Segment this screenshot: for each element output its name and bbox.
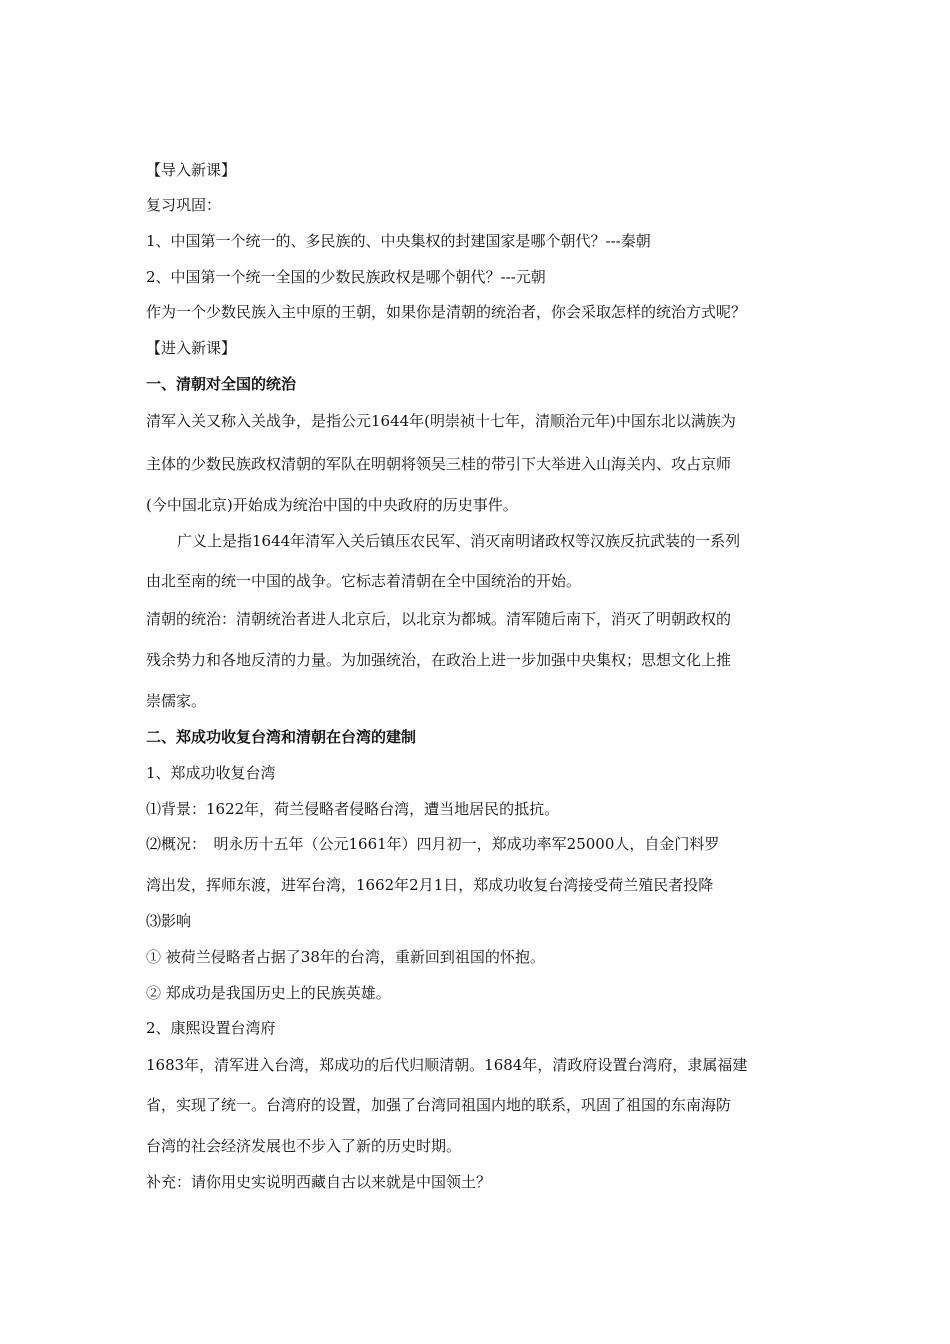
section-heading-intro: 【导入新课】 (146, 161, 237, 179)
supplement-question: 补充：请你用史实说明西藏自古以来就是中国领土？ (146, 1173, 492, 1191)
paragraph-line: 清朝的统治：清朝统治者进人北京后，以北京为都城。清军随后南下，消灭了明朝政权的 (146, 610, 732, 628)
impact-point-1: ① 被荷兰侵略者占据了38年的台湾，重新回到祖国的怀抱。 (146, 948, 545, 966)
subheading-taiwan-prefecture: 2、康熙设置台湾府 (146, 1019, 276, 1037)
list-item-overview: ⑵概况： 明永历十五年（公元1661年）四月初一，郑成功率军25000人，自金门料罗 (146, 835, 720, 853)
impact-point-2: ② 郑成功是我国历史上的民族英雄。 (146, 984, 391, 1002)
paragraph-line: 1683年，清军进入台湾，郑成功的后代归顺清朝。1684年，清政府设置台湾府，隶属福建 (146, 1056, 748, 1074)
paragraph-line: 广义上是指1644年清军入关后镇压农民军、消灭南明诸政权等汉族反抗武装的一系列 (177, 532, 741, 550)
list-item-impact: ⑶影响 (146, 912, 192, 930)
paragraph-line: 台湾的社会经济发展也不步入了新的历史时期。 (146, 1137, 462, 1155)
paragraph-line: 清军入关又称入关战争，是指公元1644年(明崇祯十七年，清顺治元年)中国东北以满族为 (146, 412, 736, 430)
paragraph-line: 省，实现了统一。台湾府的设置，加强了台湾同祖国内地的联系，巩固了祖国的东南海防 (146, 1096, 732, 1114)
paragraph-line: 由北至南的统一中国的战争。它标志着清朝在全中国统治的开始。 (146, 572, 582, 590)
review-question-1: 1、中国第一个统一的、多民族的、中央集权的封建国家是哪个朝代？---秦朝 (146, 232, 651, 250)
list-item-background: ⑴背景：1622年，荷兰侵略者侵略台湾，遭当地居民的抵抗。 (146, 800, 560, 818)
paragraph-line: 残余势力和各地反清的力量。为加强统治，在政治上进一步加强中央集权；思想文化上推 (146, 651, 732, 669)
heading-qing-rule: 一、清朝对全国的统治 (146, 375, 297, 393)
lead-in-question: 作为一个少数民族入主中原的王朝，如果你是清朝的统治者，你会采取怎样的统治方式呢？ (146, 303, 747, 321)
paragraph-line: 主体的少数民族政权清朝的军队在明朝将领吴三桂的带引下大举进入山海关内、攻占京师 (146, 455, 732, 473)
review-question-2: 2、中国第一个统一全国的少数民族政权是哪个朝代？---元朝 (146, 268, 546, 286)
section-heading-new-lesson: 【进入新课】 (146, 339, 237, 357)
paragraph-line: 崇儒家。 (146, 692, 207, 710)
review-label: 复习巩固： (146, 196, 222, 214)
subheading-recover-taiwan: 1、郑成功收复台湾 (146, 764, 276, 782)
heading-taiwan: 二、郑成功收复台湾和清朝在台湾的建制 (146, 728, 417, 746)
paragraph-line: 湾出发，挥师东渡，进军台湾，1662年2月1日，郑成功收复台湾接受荷兰殖民者投降 (146, 876, 714, 894)
paragraph-line: (今中国北京)开始成为统治中国的中央政府的历史事件。 (146, 496, 518, 514)
